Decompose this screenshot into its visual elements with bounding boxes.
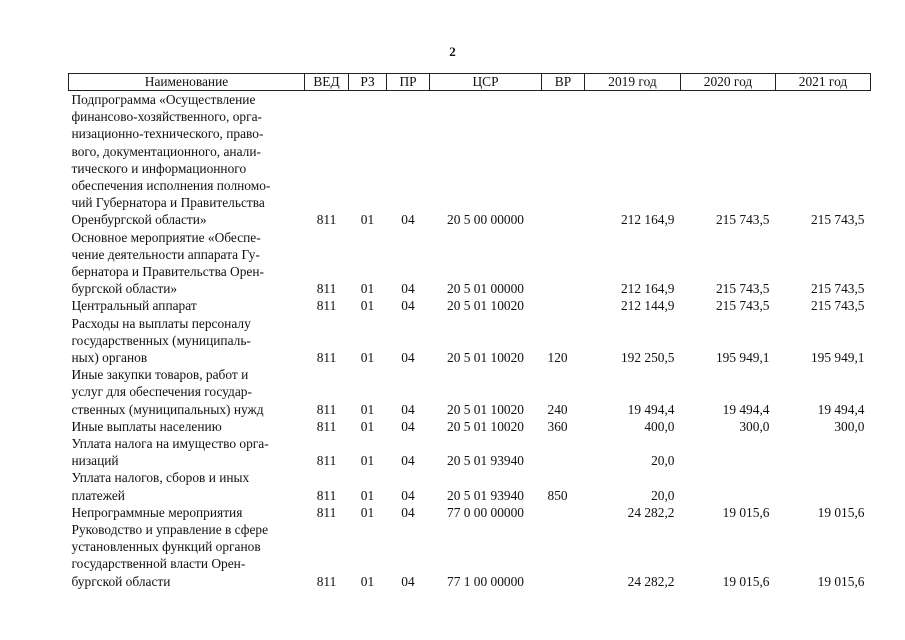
cell-csr: 20 5 01 10020 <box>447 401 524 417</box>
name-line: ственных (муниципальных) нужд <box>71 401 264 417</box>
cell-rz: 01 <box>360 281 375 297</box>
table-row <box>69 521 871 590</box>
name-line: государственных (муниципаль- <box>71 332 251 348</box>
cell-2020: 215 743,5 <box>715 212 770 228</box>
cell-rz: 01 <box>360 350 375 366</box>
cell-2019: 20,0 <box>651 487 675 503</box>
cell-rz: 01 <box>360 212 375 228</box>
cell-rz: 01 <box>360 487 375 503</box>
cell-2021: 19 015,6 <box>817 504 865 520</box>
cell-2019: 19 494,4 <box>627 401 675 417</box>
cell-ved: 811 <box>316 350 337 366</box>
cell-name <box>69 91 305 229</box>
column-header-2020: 2020 год <box>681 74 776 91</box>
name-line: Непрограммные мероприятия <box>71 504 243 520</box>
cell-2021: 19 494,4 <box>817 401 865 417</box>
column-header-vr: ВР <box>542 74 585 91</box>
cell-ved: 811 <box>316 504 337 520</box>
name-line: Оренбургской области» <box>71 212 207 228</box>
table-row <box>69 315 871 367</box>
column-header-ved: ВЕД <box>305 74 349 91</box>
cell-csr: 20 5 01 00000 <box>447 281 524 297</box>
column-header-rz: РЗ <box>349 74 387 91</box>
cell-2021: 19 015,6 <box>817 573 865 589</box>
cell-csr: 20 5 01 93940 <box>447 487 524 503</box>
name-line: тического и информационного <box>71 160 247 176</box>
cell-2021: 300,0 <box>834 418 865 434</box>
cell-csr: 20 5 01 93940 <box>447 453 524 469</box>
table-row <box>69 504 871 521</box>
cell-pr: 04 <box>401 212 415 228</box>
column-header-2021: 2021 год <box>776 74 871 91</box>
cell-name <box>69 469 305 503</box>
cell-2020: 19 494,4 <box>722 401 770 417</box>
cell-2019: 212 144,9 <box>620 298 675 314</box>
cell-ved: 811 <box>316 487 337 503</box>
cell-pr: 04 <box>401 281 415 297</box>
table-row <box>69 229 871 298</box>
cell-vr: 360 <box>547 418 568 434</box>
name-line: обеспечения исполнения полномо- <box>71 178 271 194</box>
cell-2020: 19 015,6 <box>722 504 770 520</box>
column-header-name: Наименование <box>69 74 305 91</box>
column-header-2019: 2019 год <box>585 74 681 91</box>
cell-2019: 212 164,9 <box>620 212 675 228</box>
cell-name <box>69 229 305 298</box>
cell-pr: 04 <box>401 418 415 434</box>
cell-pr: 04 <box>401 298 415 314</box>
cell-rz: 01 <box>360 401 375 417</box>
cell-2021: 195 949,1 <box>810 350 865 366</box>
cell-ved: 811 <box>316 401 337 417</box>
cell-name <box>69 315 305 367</box>
name-line: низаций <box>71 453 119 469</box>
cell-2020: 215 743,5 <box>715 298 770 314</box>
name-line: Иные выплаты населению <box>71 418 222 434</box>
cell-vr <box>542 91 585 229</box>
table-row <box>69 91 871 229</box>
cell-2019: 400,0 <box>644 418 675 434</box>
cell-ved: 811 <box>316 212 337 228</box>
cell-2021: 215 743,5 <box>810 281 865 297</box>
name-line: Уплата налогов, сборов и иных <box>71 470 250 486</box>
cell-rz: 01 <box>360 504 375 520</box>
name-line: ных) органов <box>71 350 148 366</box>
name-line: Уплата налога на имущество орга- <box>71 436 269 452</box>
cell-ved: 811 <box>316 298 337 314</box>
cell-2019: 20,0 <box>651 453 675 469</box>
cell-csr: 77 1 00 00000 <box>447 573 524 589</box>
cell-pr: 04 <box>401 487 415 503</box>
cell-rz: 01 <box>360 573 375 589</box>
cell-name <box>69 435 305 469</box>
cell-2020 <box>681 435 776 469</box>
cell-vr <box>542 229 585 298</box>
cell-pr: 04 <box>401 453 415 469</box>
name-line: Расходы на выплаты персоналу <box>71 315 251 331</box>
table-body <box>69 91 871 590</box>
cell-2020: 300,0 <box>739 418 770 434</box>
page-number: 2 <box>449 44 456 59</box>
cell-ved: 811 <box>316 281 337 297</box>
cell-2020: 215 743,5 <box>715 281 770 297</box>
cell-2019: 192 250,5 <box>620 350 675 366</box>
name-line: чение деятельности аппарата Гу- <box>71 246 260 262</box>
name-line: услуг для обеспечения государ- <box>71 384 252 400</box>
name-line: государственной власти Орен- <box>71 556 246 572</box>
cell-2019: 24 282,2 <box>627 504 675 520</box>
cell-name <box>69 366 305 418</box>
cell-ved: 811 <box>316 573 337 589</box>
name-line: Руководство и управление в сфере <box>71 522 269 538</box>
name-line: Подпрограмма «Осуществление <box>71 92 256 107</box>
cell-2021: 215 743,5 <box>810 212 865 228</box>
name-line: Основное мероприятие «Обеспе- <box>71 229 261 245</box>
table-row <box>69 469 871 503</box>
cell-ved: 811 <box>316 418 337 434</box>
cell-csr: 20 5 01 10020 <box>447 298 524 314</box>
cell-vr <box>542 521 585 590</box>
column-header-csr: ЦСР <box>430 74 542 91</box>
cell-ved: 811 <box>316 453 337 469</box>
table-header-row <box>69 74 871 91</box>
cell-2020: 195 949,1 <box>715 350 770 366</box>
name-line: финансово-хозяйственного, орга- <box>71 109 262 125</box>
table-row <box>69 366 871 418</box>
name-line: вого, документационного, анали- <box>71 143 261 159</box>
cell-csr: 77 0 00 00000 <box>447 504 524 520</box>
cell-csr: 20 5 00 00000 <box>447 212 524 228</box>
cell-rz: 01 <box>360 453 375 469</box>
column-header-pr: ПР <box>387 74 430 91</box>
cell-2020 <box>681 469 776 503</box>
cell-rz: 01 <box>360 418 375 434</box>
table-row <box>69 435 871 469</box>
cell-pr: 04 <box>401 350 415 366</box>
budget-table <box>68 73 871 590</box>
name-line: бургской области <box>71 573 171 589</box>
cell-vr: 850 <box>547 487 568 503</box>
cell-name <box>69 521 305 590</box>
cell-name <box>69 418 305 435</box>
cell-csr: 20 5 01 10020 <box>447 418 524 434</box>
cell-vr <box>542 504 585 521</box>
cell-pr: 04 <box>401 504 415 520</box>
cell-pr: 04 <box>401 401 415 417</box>
cell-2021: 215 743,5 <box>810 298 865 314</box>
cell-csr: 20 5 01 10020 <box>447 350 524 366</box>
cell-vr <box>542 435 585 469</box>
cell-vr: 120 <box>547 350 568 366</box>
name-line: чий Губернатора и Правительства <box>71 195 265 211</box>
cell-name <box>69 297 305 314</box>
cell-vr <box>542 297 585 314</box>
name-line: бернатора и Правительства Орен- <box>71 264 264 280</box>
table-row <box>69 418 871 435</box>
name-line: бургской области» <box>71 281 178 297</box>
cell-2021 <box>776 469 871 503</box>
name-line: Центральный аппарат <box>71 298 197 314</box>
table-row <box>69 297 871 314</box>
cell-vr: 240 <box>547 401 568 417</box>
cell-rz: 01 <box>360 298 375 314</box>
cell-2019: 212 164,9 <box>620 281 675 297</box>
cell-2021 <box>776 435 871 469</box>
cell-2020: 19 015,6 <box>722 573 770 589</box>
name-line: установленных функций органов <box>71 539 261 555</box>
cell-name <box>69 504 305 521</box>
name-line: низационно-технического, право- <box>71 126 264 142</box>
cell-2019: 24 282,2 <box>627 573 675 589</box>
name-line: Иные закупки товаров, работ и <box>71 367 249 383</box>
name-line: платежей <box>71 487 125 503</box>
cell-pr: 04 <box>401 573 415 589</box>
